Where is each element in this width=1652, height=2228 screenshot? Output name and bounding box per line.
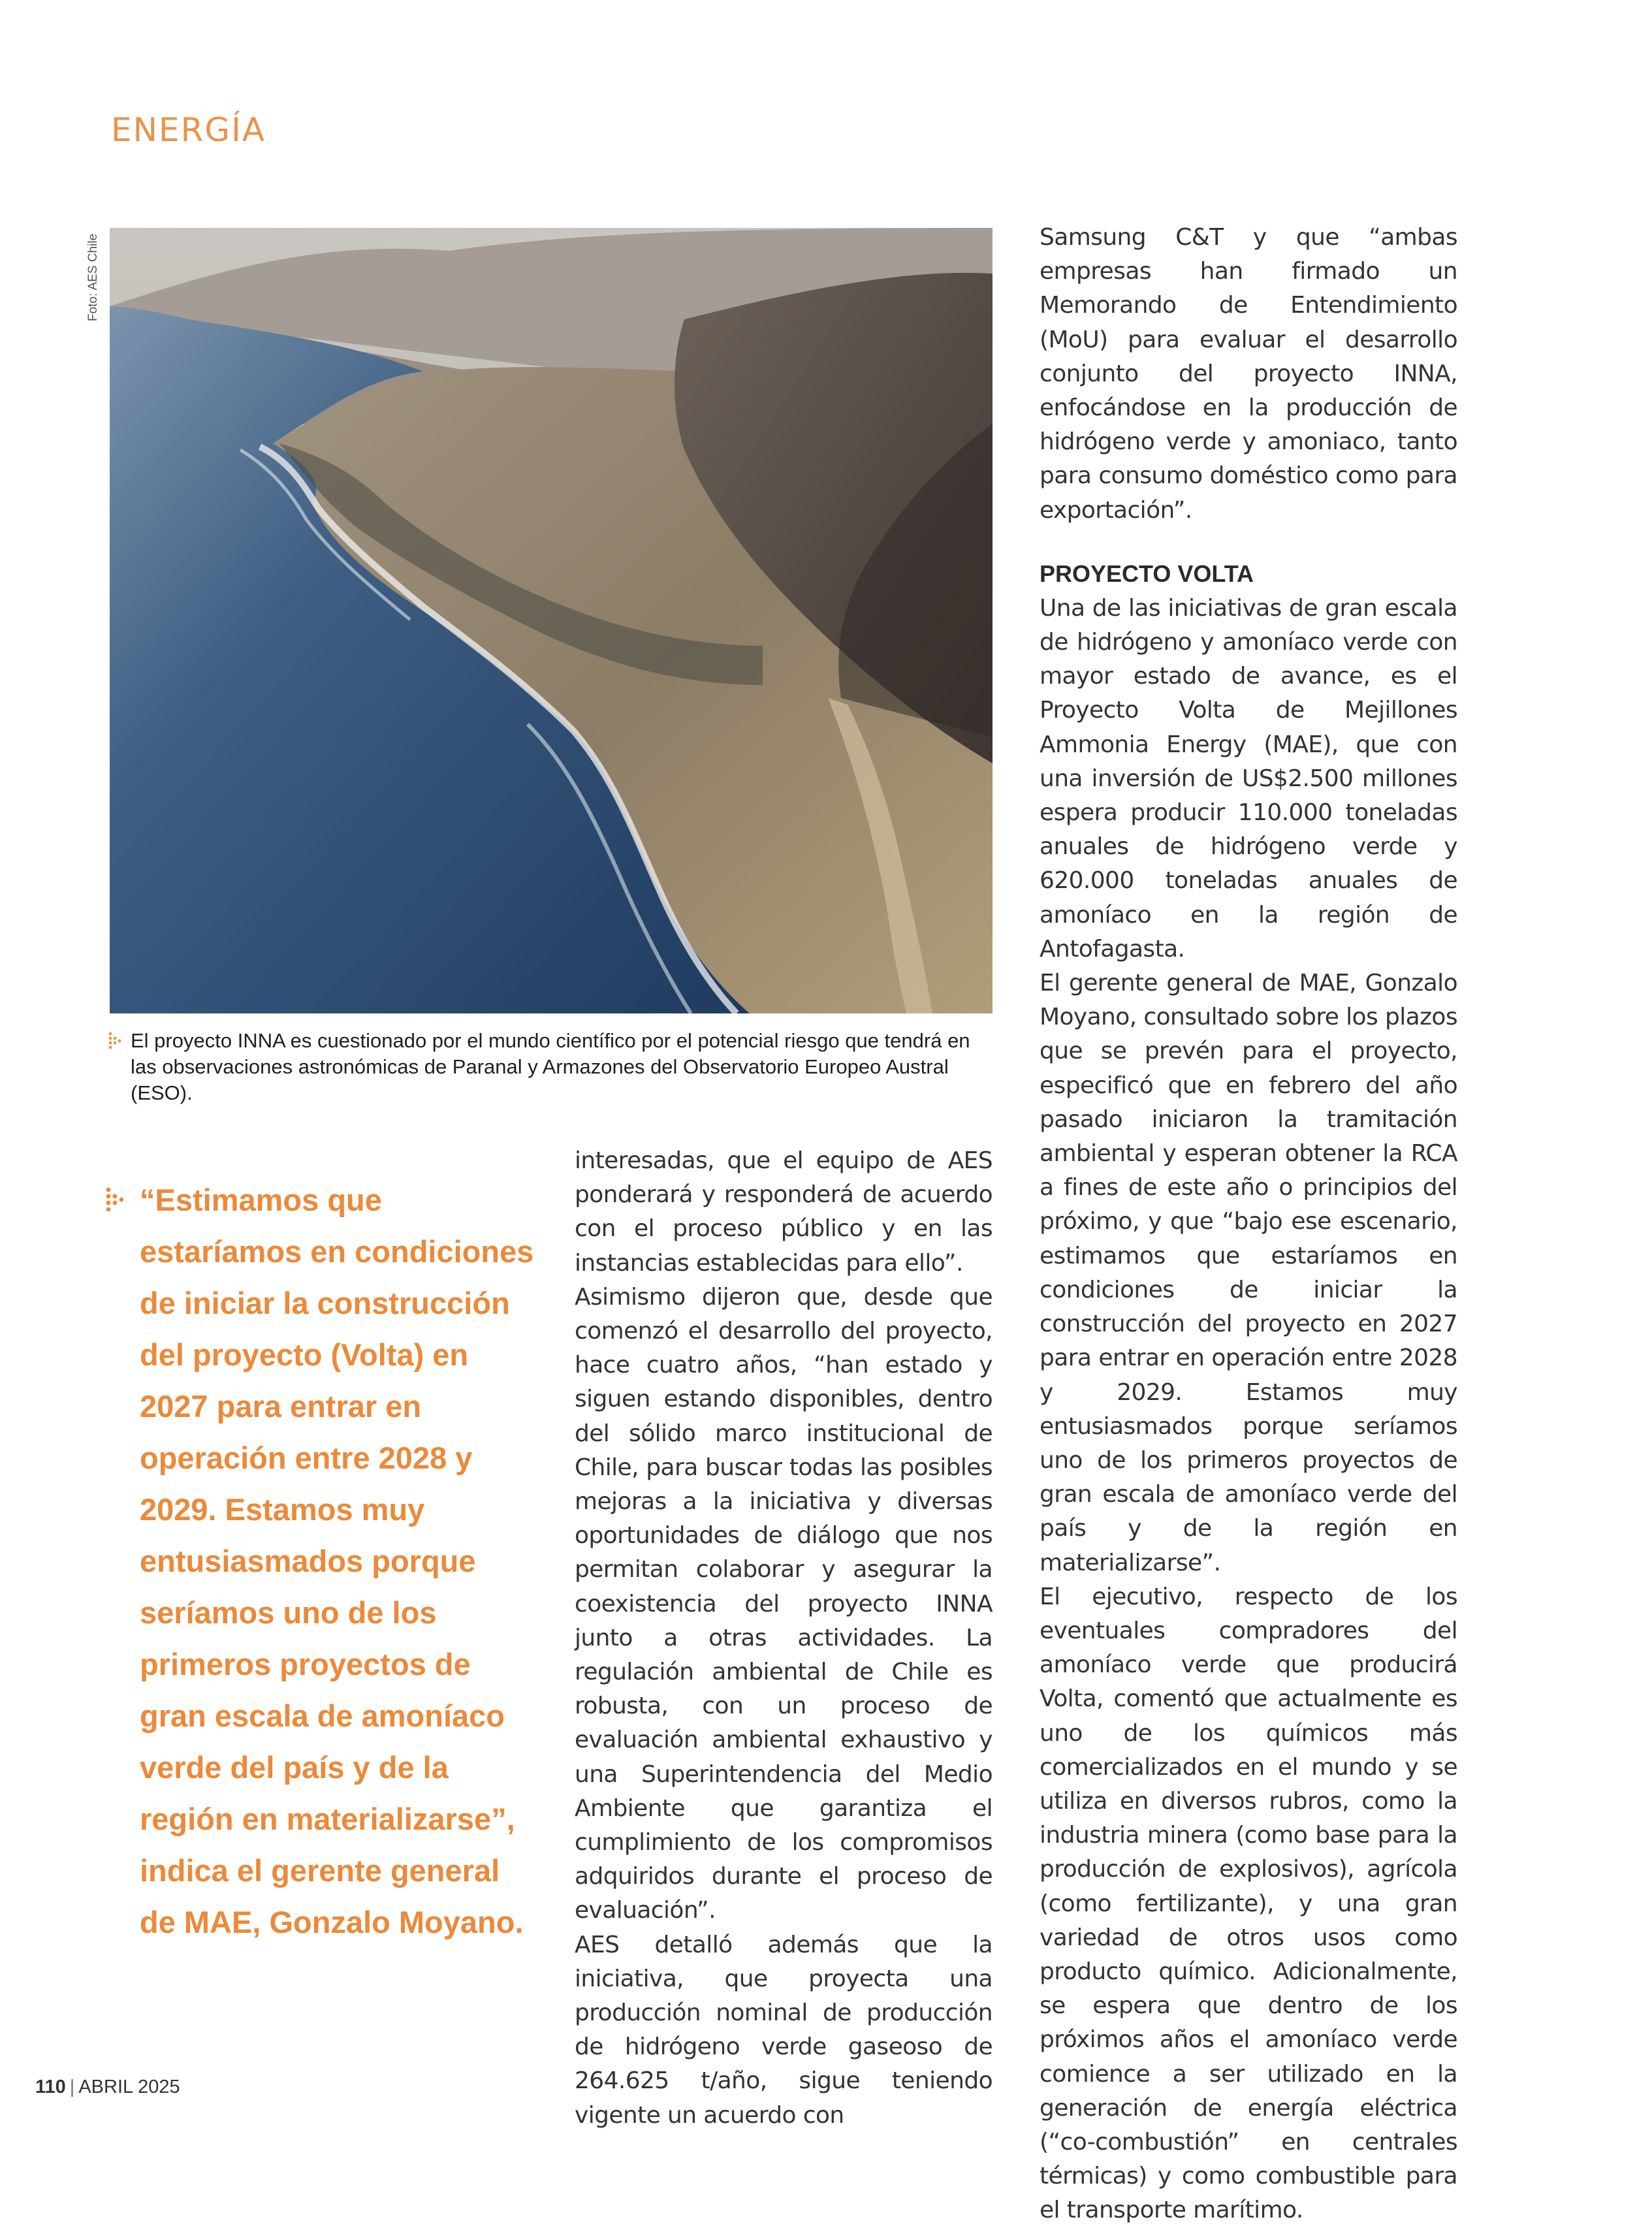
body-paragraph: AES detalló además que la iniciativa, que proyecta una producción nominal de producción de hidrógeno verde gaseoso de 264.625 t/año, sigue teniendo vigente un acuerdo con — [575, 1931, 993, 2129]
body-paragraph: El gerente general de MAE, Gonzalo Moyano, consultado sobre los plazos que se prevén para el proyecto, especificó que en febrero del año pasado iniciaron la tramitación ambiental y esperan obtener la RCA a fines de este año o principios del próximo, y que “bajo ese escenario, estimamos que estaríamos en condiciones de iniciar la construcción del proyecto en 2027 para entrar en operación entre 2028 y 2029. Estamos muy entusiasmados porque seríamos uno de los primeros proyectos de gran escala de amoníaco verde del país y de la región en materializarse”. — [1040, 970, 1457, 1576]
body-column-right — [1040, 221, 1457, 2228]
page-number: 110 — [35, 2077, 66, 2097]
body-paragraph: interesadas, que el equipo de AES ponderará y responderá de acuerdo con el proceso público y en las instancias establecidas para ello”. — [575, 1147, 993, 1277]
issue-date: ABRIL 2025 — [78, 2077, 180, 2097]
pull-quote-text: “Estimamos que estaríamos en condiciones de iniciar la construcción del proyecto (Volta) en 2027 para entrar en operación entre 2028 y 2029. Estamos muy entusiasmados porque seríamos uno de los primeros proyectos de gran escala de amoníaco verde del país y de la región en materializarse”, indica el gerente general de MAE, Gonzalo Moyano. — [140, 1183, 534, 1939]
section-heading: PROYECTO VOLTA — [1040, 560, 1254, 587]
body-column-middle — [575, 1144, 993, 2133]
photo-credit-text: Foto: AES Chile — [86, 233, 100, 321]
pull-quote — [106, 1174, 537, 1948]
coastal-aerial-photo — [110, 228, 993, 1013]
body-paragraph: Samsung C&T y que “ambas empresas han firmado un Memorando de Entendimiento (MoU) para evaluar el desarrollo conjunto del proyecto INNA, enfocándose en la producción de hidrógeno verde y amoniaco, tanto para consumo doméstico como para exportación”. — [1040, 224, 1457, 524]
body-paragraph: Una de las iniciativas de gran escala de hidrógeno y amoníaco verde con mayor estado de avance, es el Proyecto Volta de Mejillones Ammonia Energy (MAE), que con una inversión de US$2.500 millones espera producir 110.000 toneladas anuales de hidrógeno verde y 620.000 toneladas anuales de amoníaco en la región de Antofagasta. — [1040, 594, 1457, 963]
section-label: ENERGÍA — [111, 111, 266, 149]
bullet-dots-icon — [106, 1187, 128, 1216]
page-footer — [35, 2077, 180, 2098]
footer-divider: | — [69, 2077, 75, 2097]
body-paragraph: Asimismo dijeron que, desde que comenzó el desarrollo del proyecto, hace cuatro años, “han estado y siguen estando disponibles, dentro del sólido marco institucional de Chile, para buscar todas las posibles mejoras a la iniciativa y diversas oportunidades de diálogo que nos permitan colaborar y asegurar la coexistencia del proyecto INNA junto a otras actividades. La regulación ambiental de Chile es robusta, con un proceso de evaluación ambiental exhaustivo y una Superintendencia del Medio Ambiente que garantiza el cumplimiento de los compromisos adquiridos durante el proceso de evaluación”. — [575, 1283, 993, 1924]
photo-caption — [108, 1028, 996, 1106]
body-paragraph: El ejecutivo, respecto de los eventuales compradores del amoníaco verde que producirá Volta, comentó que actualmente es uno de los químicos más comercializados en el mundo y se utiliza en diversos rubros, como la industria minera (como base para la producción de explosivos), agrícola (como fertilizante), y una gran variedad de otros usos como producto químico. Adicionalmente, se espera que dentro de los próximos años el amoníaco verde comience a ser utilizado en la generación de energía eléctrica (“co-combustión” en centrales térmicas) y como combustible para el transporte marítimo. — [1040, 1583, 1457, 2224]
caption-text: El proyecto INNA es cuestionado por el mundo científico por el potencial riesgo que tendrá en las observaciones astronómicas de Paranal y Armazones del Observatorio Europeo Austral (ESO). — [131, 1029, 970, 1104]
bullet-dots-icon — [108, 1032, 124, 1051]
photo-credit — [86, 230, 106, 321]
